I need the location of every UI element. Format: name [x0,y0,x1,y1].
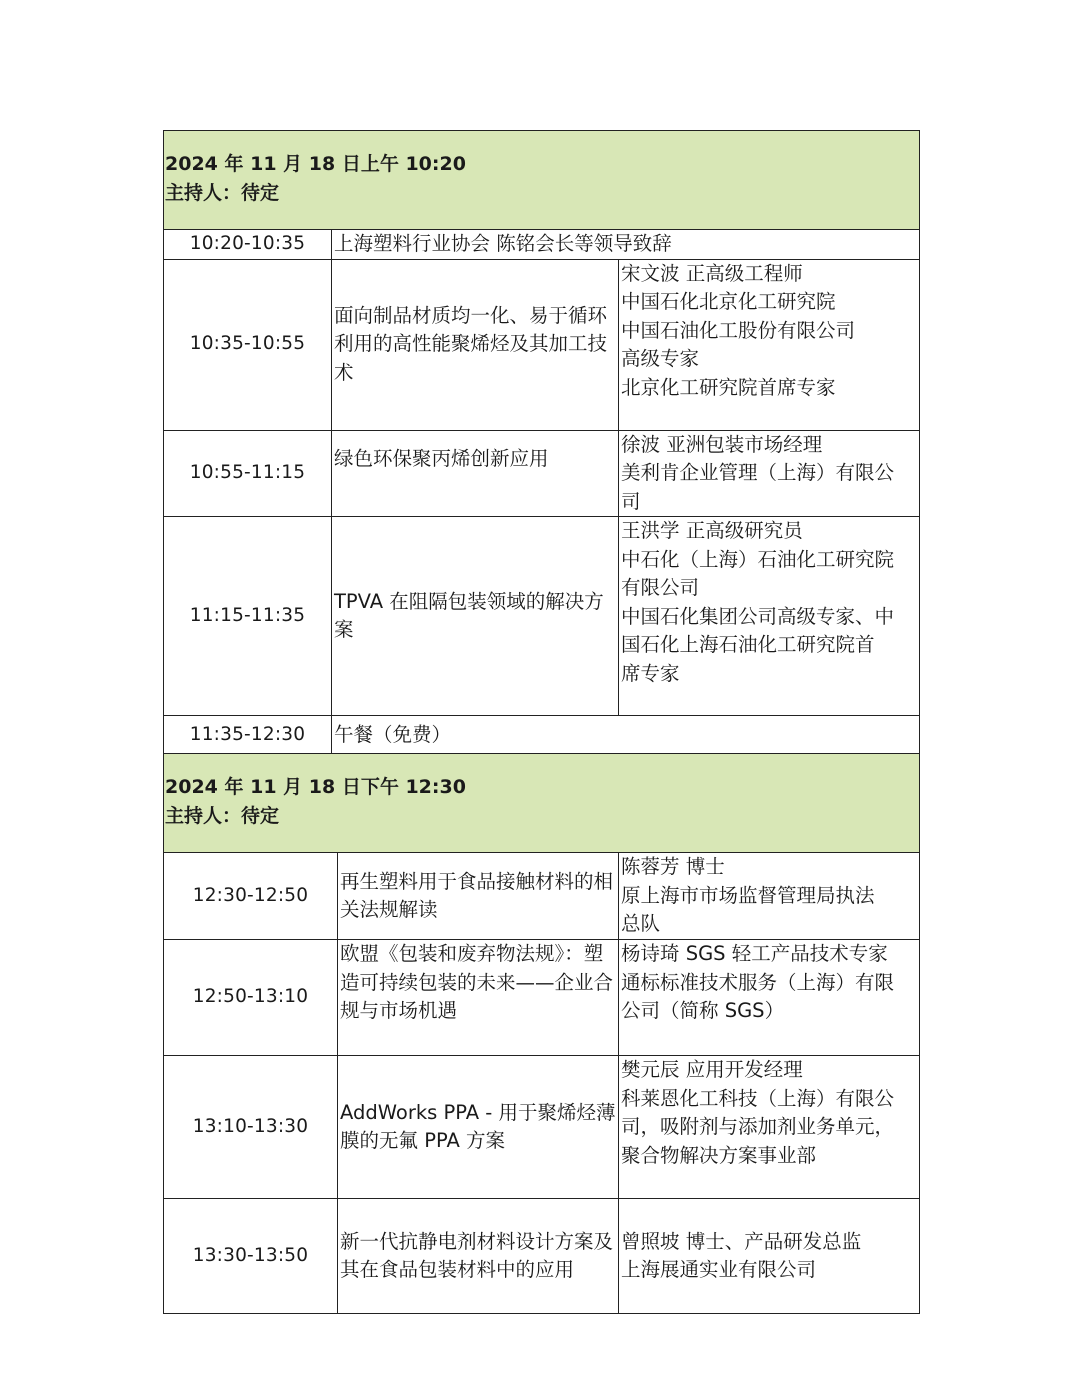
table-row [164,940,920,1056]
section-host: 主持人：待定 [165,181,280,204]
speaker-cell [619,1199,920,1314]
speaker-line: 司 [621,489,641,513]
speaker-cell [619,940,920,1056]
topic-cell [332,259,619,430]
speaker-line: 国石化上海石油化工研究院首 [621,633,875,656]
speaker-line: 中国石化北京化工研究院 [621,290,836,313]
topic-text: TPVA 在阻隔包装领域的解决方案 [334,589,604,641]
speaker-line: 科莱恩化工科技（上海）有限公 [621,1086,895,1110]
topic-cell [338,853,619,940]
topic-cell: 上海塑料行业协会 陈铭会长等领导致辞 [332,230,920,260]
speaker-line: 通标标准技术服务（上海）有限 [621,970,895,994]
morning-schedule-table [163,130,920,755]
table-row [164,230,920,260]
time-cell: 10:55-11:15 [164,430,332,517]
topic-text: AddWorks PPA - 用于聚烯烃薄膜的无氟 PPA 方案 [340,1100,616,1152]
speaker-cell [619,259,920,430]
table-row [164,259,920,430]
speaker-line: 陈蓉芳 博士 [621,855,725,878]
topic-text: 新一代抗静电剂材料设计方案及其在食品包装材料中的应用 [340,1229,614,1281]
speaker-line: 美利肯企业管理（上海）有限公 [621,461,895,484]
time-cell: 13:10-13:30 [164,1056,338,1199]
speaker-line: 聚合物解决方案事业部 [621,1143,817,1167]
time-cell: 10:20-10:35 [164,230,332,260]
speaker-cell [619,430,920,517]
speaker-line: 司，吸附剂与添加剂业务单元， [621,1115,895,1138]
section-header [164,754,920,853]
section-date: 2024 年 11 月 18 日上午 10:20 [165,153,466,175]
speaker-cell [619,517,920,716]
table-row [164,716,920,755]
speaker-line: 原上海市市场监督管理局执法 [621,883,875,907]
speaker-line: 王洪学 正高级研究员 [621,519,803,542]
speaker-line: 宋文波 正高级工程师 [621,261,803,285]
topic-cell [338,940,619,1056]
table-row [164,517,920,716]
topic-cell [338,1199,619,1314]
section-date: 2024 年 11 月 18 日下午 12:30 [165,776,466,798]
speaker-cell [619,1056,920,1199]
time-cell: 13:30-13:50 [164,1199,338,1314]
afternoon-schedule-table [163,753,920,1314]
speaker-line: 徐波 亚洲包装市场经理 [621,432,823,456]
speaker-line: 公司（简称 SGS） [621,999,785,1022]
speaker-line: 高级专家 [621,347,700,370]
speaker-line: 中国石油化工股份有限公司 [621,318,856,342]
topic-cell: 午餐（免费） [332,716,920,755]
speaker-line: 杨诗琦 SGS 轻工产品技术专家 [621,942,888,965]
topic-text: 面向制品材质均一化、易于循环利用的高性能聚烯烃及其加工技术 [334,303,608,384]
topic-cell [332,430,619,517]
time-cell: 11:15-11:35 [164,517,332,716]
section-host: 主持人：待定 [165,804,280,827]
table-row [164,1056,920,1199]
speaker-line: 有限公司 [621,576,700,599]
speaker-line: 上海展通实业有限公司 [621,1258,817,1281]
time-cell: 12:30-12:50 [164,853,338,940]
topic-cell [338,1056,619,1199]
time-cell: 12:50-13:10 [164,940,338,1056]
speaker-line: 中石化（上海）石油化工研究院 [621,547,895,571]
section-header [164,131,920,230]
speaker-line: 总队 [621,912,661,935]
topic-cell [332,517,619,716]
speaker-line: 樊元辰 应用开发经理 [621,1058,803,1081]
topic-text: 再生塑料用于食品接触材料的相关法规解读 [340,869,614,921]
time-cell: 11:35-12:30 [164,716,332,755]
topic-text: 欧盟《包装和废弃物法规》：塑造可持续包装的未来——企业合规与市场机遇 [340,942,614,1022]
speaker-line: 席专家 [621,661,680,685]
topic-text: 绿色环保聚丙烯创新应用 [334,446,549,470]
table-row [164,1199,920,1314]
time-cell: 10:35-10:55 [164,259,332,430]
speaker-line: 北京化工研究院首席专家 [621,375,836,399]
speaker-line: 曾照坡 博士、产品研发总监 [621,1229,862,1253]
table-row [164,430,920,517]
table-row [164,853,920,940]
speaker-cell [619,853,920,940]
speaker-line: 中国石化集团公司高级专家、中 [621,604,895,628]
